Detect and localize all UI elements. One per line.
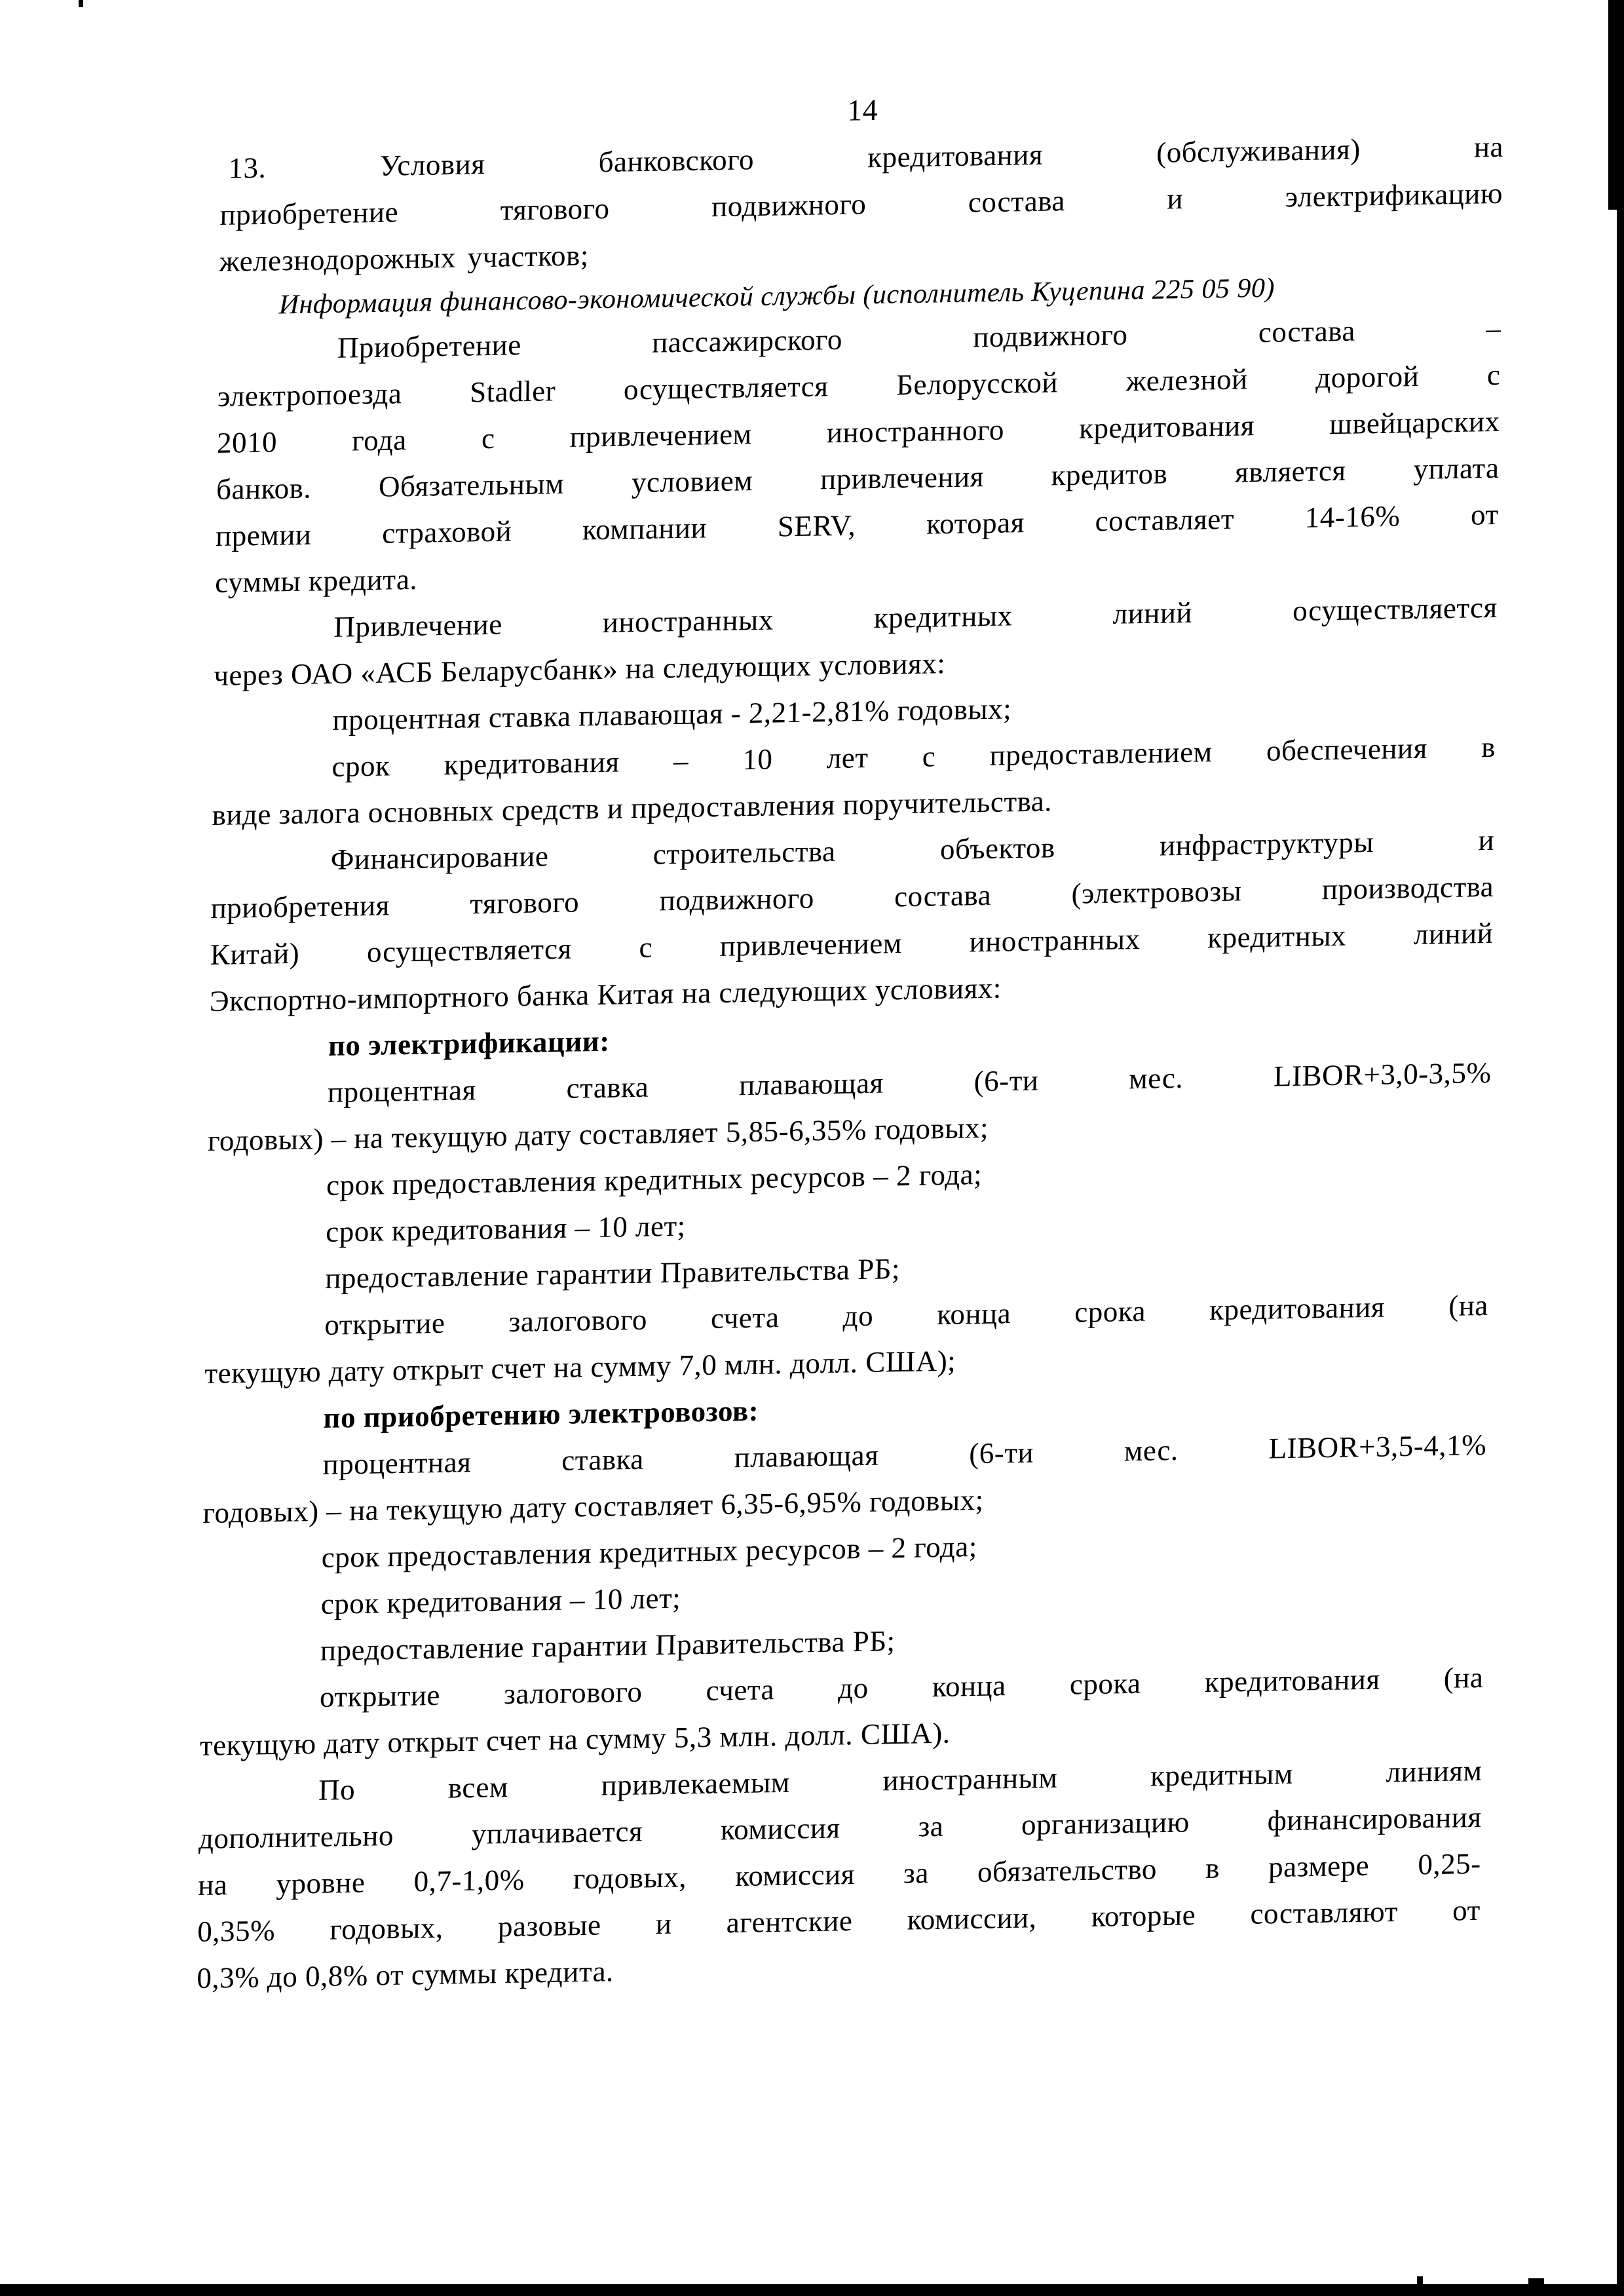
text-line: 2010 года с привлечением иностранного кредитования швейцарских	[216, 404, 1500, 459]
text-line: срок кредитования – 10 лет;	[320, 1581, 681, 1620]
text-line: Финансирование строительства объектов инфраструктуры и	[330, 823, 1495, 876]
paragraph	[209, 817, 1494, 1025]
text-line: премии страховой компании SERV, которая составляет 14-16% от	[215, 497, 1499, 552]
scan-edge-bottom-bar	[0, 2284, 1624, 2296]
text-line: Экспортно-импортного банка Китая на следующих условиях:	[209, 971, 1002, 1018]
scan-artifact-bottom-tick	[1528, 2278, 1544, 2286]
paragraph	[219, 124, 1503, 285]
text-line: процентная ставка плавающая - 2,21-2,81% годовых;	[332, 692, 1012, 737]
text-line: срок предоставления кредитных ресурсов – 2 года;	[326, 1157, 983, 1202]
text-line: виде залога основных средств и предоставления поручительства.	[212, 784, 1053, 832]
text-line: срок кредитования – 10 лет с предоставлением обеспечения в	[331, 730, 1496, 783]
text-line: предоставление гарантии Правительства РБ;	[320, 1624, 896, 1667]
document-content	[197, 75, 1504, 2002]
text-line: электропоезда Stadler осуществляется Белорусской железной дорогой с	[217, 358, 1501, 413]
text-line: Привлечение иностранных кредитных линий осуществляется	[333, 590, 1498, 643]
text-line: Китай) осуществляется с привлечением иностранных кредитных линий	[210, 916, 1494, 971]
page-number: 14	[846, 93, 878, 127]
document-paragraphs	[197, 124, 1504, 2002]
text-line: дополнительно уплачивается комиссия за организацию финансирования	[198, 1800, 1482, 1855]
text-line: 13. Условия банковского кредитования (обслуживания) на	[228, 130, 1504, 185]
scan-artifact-bottom-tick	[1417, 2276, 1423, 2286]
text-line: через ОАО «АСБ Беларусбанк» на следующих условиях:	[214, 647, 946, 692]
paragraph	[215, 305, 1501, 606]
scan-artifact-top-tick	[79, 0, 83, 7]
text-line: годовых) – на текущую дату составляет 5,85-6,35% годовых;	[207, 1111, 989, 1157]
text-line: По всем привлекаемым иностранным кредитным линиям	[318, 1753, 1482, 1807]
text-line: 0,3% до 0,8% от суммы кредита.	[197, 1955, 614, 1995]
text-line: банков. Обязательным условием привлечения кредитов является уплата	[216, 451, 1500, 506]
text-line: текущую дату открыт счет на сумму 7,0 млн. долл. США);	[204, 1344, 956, 1390]
text-line: приобретение тягового подвижного состава и электрификацию	[219, 176, 1503, 231]
text-line: на уровне 0,7-1,0% годовых, комиссия за обязательство в размере 0,25-	[197, 1846, 1482, 1902]
text-line: по приобретению электровозов:	[323, 1394, 759, 1434]
text-line: срок предоставления кредитных ресурсов – 2 года;	[321, 1529, 978, 1574]
scan-edge-right-bar	[1617, 0, 1624, 2296]
text-line: годовых) – на текущую дату составляет 6,35-6,95% годовых;	[202, 1483, 985, 1529]
text-line: приобретения тягового подвижного состава (электровозы производства	[210, 870, 1494, 925]
text-line: Приобретение пассажирского подвижного состава –	[337, 311, 1501, 364]
text-line: предоставление гарантии Правительства РБ;	[325, 1252, 901, 1295]
text-line: процентная ставка плавающая (6-ти мес. LIBOR+3,5-4,1%	[322, 1428, 1487, 1481]
text-line: по электрификации:	[328, 1024, 611, 1062]
scan-edge-right-top-bar	[1608, 0, 1624, 210]
text-line: Информация финансово-экономической службы (исполнитель Куцепина 225 05 90)	[278, 273, 1275, 320]
paragraph	[197, 1748, 1482, 2002]
text-line: срок кредитования – 10 лет;	[326, 1209, 686, 1248]
text-line: 0,35% годовых, разовые и агентские комиссии, которые составляют от	[197, 1893, 1481, 1948]
text-line: текущую дату открыт счет на сумму 5,3 млн. долл. США).	[199, 1716, 951, 1762]
text-line: открытие залогового счета до конца срока кредитования (на	[324, 1288, 1489, 1341]
text-line: открытие залогового счета до конца срока кредитования (на	[319, 1660, 1484, 1713]
text-line: суммы кредита.	[214, 562, 418, 599]
text-line: железнодорожных участков;	[219, 239, 590, 278]
text-line: процентная ставка плавающая (6-ти мес. LIBOR+3,0-3,5%	[327, 1056, 1492, 1109]
